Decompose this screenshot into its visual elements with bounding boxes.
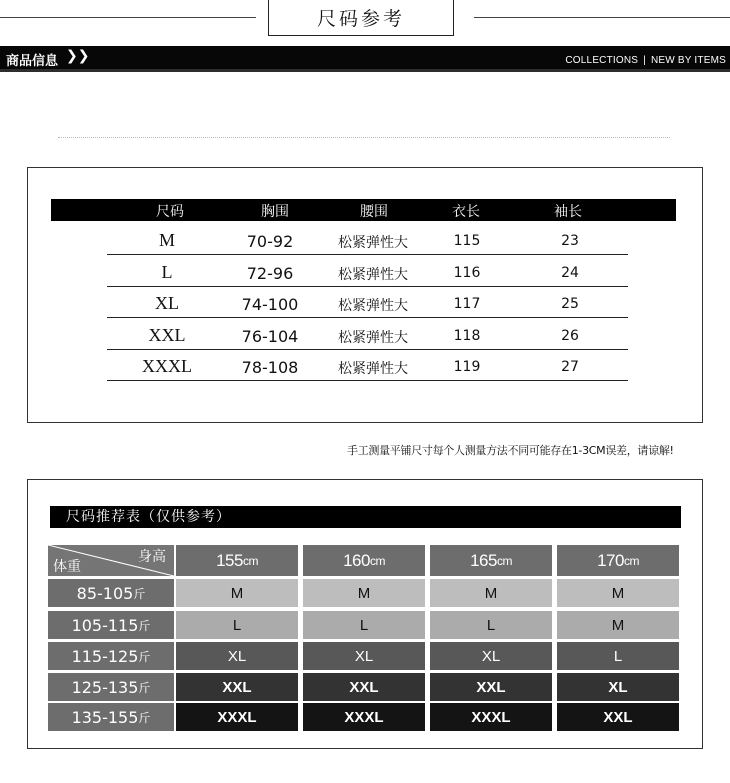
- cell-sleeve: 25: [561, 296, 579, 312]
- cell-chest: 76-104: [241, 326, 299, 346]
- size-cell: XL: [557, 673, 679, 701]
- weight-unit: 斤: [138, 680, 151, 695]
- size-cell: L: [303, 611, 425, 639]
- weight-header-cell: [48, 673, 174, 701]
- cell-sleeve: 26: [561, 327, 579, 344]
- cell-chest: 74-100: [241, 295, 299, 314]
- weight-value: 125-135: [71, 677, 139, 697]
- cell-length: 115: [453, 233, 481, 249]
- header-links: [565, 55, 726, 66]
- size-cell: XXL: [303, 673, 425, 701]
- table-row: [107, 287, 628, 318]
- weight-unit: 斤: [138, 710, 151, 725]
- cell-waist: 松紧弹性大: [338, 361, 408, 377]
- cell-length: 119: [453, 359, 481, 375]
- cell-waist: 松紧弹性大: [338, 298, 408, 314]
- size-cell: M: [557, 611, 679, 639]
- corner-weight-label: 体重: [53, 559, 81, 575]
- size-cell: L: [430, 611, 552, 639]
- height-header-cell: [303, 545, 425, 576]
- new-by-items-link[interactable]: NEW BY ITEMS: [650, 55, 726, 66]
- height-header-cell: [176, 545, 298, 576]
- cell-chest: 70-92: [246, 232, 294, 251]
- weight-unit: 斤: [138, 618, 151, 633]
- cell-size: L: [161, 261, 173, 282]
- title-rule-right: [474, 17, 730, 18]
- height-value: 170: [597, 550, 624, 570]
- size-cell: XXL: [557, 703, 679, 731]
- cell-waist: 松紧弹性大: [338, 235, 408, 251]
- dotted-divider: [58, 137, 670, 138]
- recommend-title: 尺码推荐表（仅供参考）: [50, 506, 681, 528]
- size-cell: M: [430, 579, 552, 607]
- cell-chest: 78-108: [241, 358, 299, 377]
- weight-header-cell: [48, 703, 174, 731]
- height-unit: cm: [242, 553, 258, 568]
- size-cell: XL: [430, 642, 552, 670]
- weight-value: 135-155: [71, 707, 139, 727]
- height-value: 165: [470, 550, 497, 570]
- cell-size: XL: [155, 293, 179, 313]
- weight-value: 115-125: [71, 646, 139, 666]
- cell-sleeve: 27: [561, 359, 579, 375]
- size-cell: XXXL: [430, 703, 552, 731]
- table-row: [107, 224, 628, 255]
- size-table-header: [51, 199, 676, 221]
- cell-chest: 72-96: [246, 263, 294, 283]
- weight-unit: 斤: [138, 649, 151, 664]
- size-cell: XL: [303, 642, 425, 670]
- cell-length: 117: [453, 296, 481, 312]
- height-unit: cm: [623, 553, 639, 568]
- weight-header-cell: [48, 642, 174, 670]
- height-header-cell: [430, 545, 552, 576]
- weight-value: 85-105: [76, 583, 134, 603]
- header-bar: [0, 46, 730, 72]
- weight-header-cell: [48, 611, 174, 639]
- size-cell: M: [303, 579, 425, 607]
- header-length: 衣长: [452, 204, 480, 220]
- height-value: 155: [216, 550, 243, 570]
- height-value: 160: [343, 550, 370, 570]
- header-sleeve: 袖长: [554, 204, 582, 220]
- cell-sleeve: 23: [561, 233, 579, 249]
- collections-link[interactable]: COLLECTIONS: [565, 55, 639, 66]
- size-cell: XL: [176, 642, 298, 670]
- cell-size: XXL: [148, 324, 186, 345]
- header-corner-cell: [48, 545, 174, 576]
- title-rule-left: [0, 17, 256, 18]
- cell-length: 116: [453, 264, 481, 281]
- cell-waist: 松紧弹性大: [338, 329, 408, 346]
- size-cell: XXXL: [303, 703, 425, 731]
- page-title: 尺码参考: [268, 0, 454, 36]
- product-info-label: 商品信息: [6, 54, 59, 69]
- table-row: [107, 350, 628, 381]
- cell-sleeve: 24: [561, 264, 579, 281]
- height-unit: cm: [496, 553, 512, 568]
- size-cell: M: [557, 579, 679, 607]
- size-cell: L: [176, 611, 298, 639]
- table-row: [107, 256, 628, 287]
- size-cell: XXL: [176, 673, 298, 701]
- height-header-cell: [557, 545, 679, 576]
- weight-value: 105-115: [71, 615, 139, 635]
- cell-size: XXXL: [142, 356, 192, 376]
- corner-height-label: 身高: [138, 549, 166, 565]
- double-chevron-right-icon: ❯❯: [66, 48, 90, 64]
- cell-length: 118: [453, 327, 481, 344]
- link-separator: |: [643, 55, 646, 66]
- header-chest: 胸围: [261, 204, 289, 220]
- table-row: [107, 319, 628, 350]
- cell-waist: 松紧弹性大: [338, 266, 408, 283]
- size-cell: M: [176, 579, 298, 607]
- header-waist: 腰围: [360, 204, 388, 220]
- weight-unit: 斤: [133, 586, 146, 601]
- measurement-note: 手工测量平铺尺寸每个人测量方法不同可能存在1-3CM误差，请谅解!: [347, 444, 674, 457]
- height-unit: cm: [369, 553, 385, 568]
- header-size: 尺码: [156, 204, 184, 220]
- cell-size: M: [158, 230, 176, 250]
- size-cell: XXL: [430, 673, 552, 701]
- weight-header-cell: [48, 579, 174, 607]
- size-cell: L: [557, 642, 679, 670]
- size-cell: XXXL: [176, 703, 298, 731]
